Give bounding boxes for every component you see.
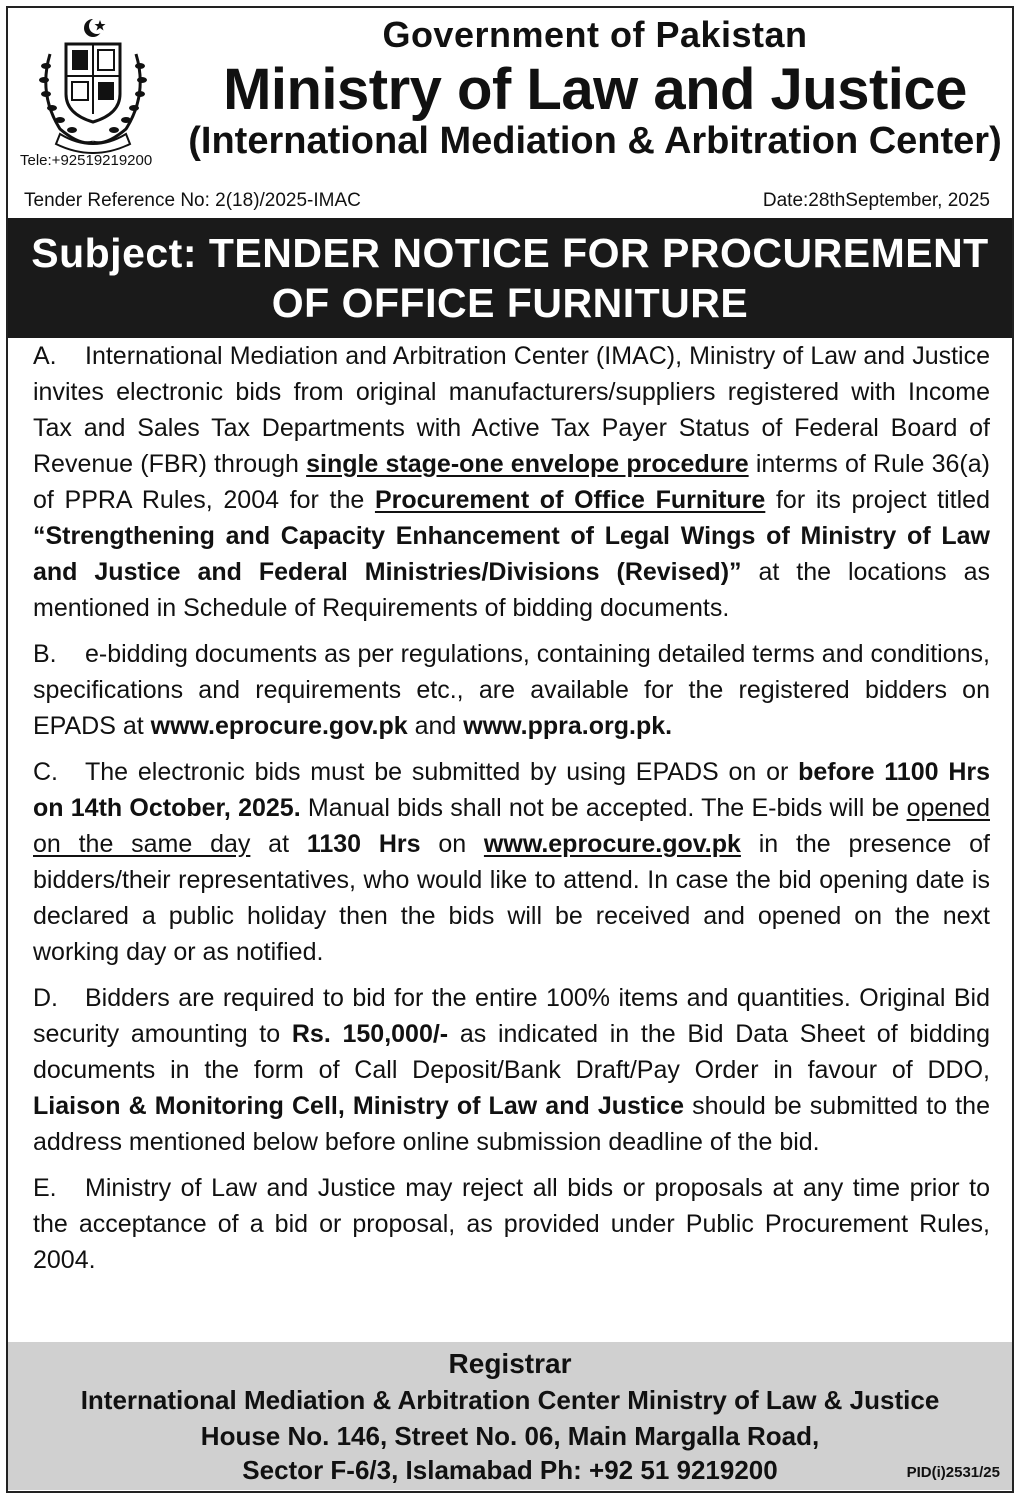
footer-line-3: Sector F-6/3, Islamabad Ph: +92 51 9219200 — [242, 1455, 778, 1485]
tender-reference: Tender Reference No: 2(18)/2025-IMAC — [24, 190, 361, 211]
paragraph-c — [33, 754, 990, 970]
government-title: Government of Pakistan — [382, 14, 808, 55]
notice-date: Date:28thSeptember, 2025 — [762, 190, 990, 211]
state-emblem-icon — [30, 14, 156, 154]
notice-body — [33, 338, 990, 1288]
paragraph-text: interms of Rule 36(a) of PPRA Rules, 2004 for the — [33, 450, 990, 514]
paragraph-label: D. — [33, 984, 58, 1012]
paragraph-text: Ministry of Law and Justice may reject all bids or proposals at any time prior to the acceptance of a bid or proposal, as provided under Public Procurement Rules, 2004. — [33, 1174, 990, 1274]
paragraph-label: E. — [33, 1174, 57, 1202]
ministry-title: Ministry of Law and Justice — [223, 57, 967, 122]
opening-emphasis: opened on the same day — [33, 794, 990, 858]
paragraph-text: as indicated in the Bid Data Sheet of bidding documents in the form of Call Deposit/Bank Draft/Pay Order in favour of DDO, — [33, 1020, 990, 1084]
paragraph-b — [33, 636, 990, 744]
center-title: (International Mediation & Arbitration Center) — [188, 120, 1002, 162]
paragraph-text: in the presence of bidders/their representatives, who would like to attend. In case the bid opening date is declared a public holiday then the bids will be received and opened on the next working day or as notified. — [33, 830, 990, 966]
paragraph-text: and — [407, 712, 464, 740]
paragraph-d — [33, 980, 990, 1160]
paragraph-text: at — [250, 830, 307, 858]
footer-line-1: International Mediation & Arbitration Center Ministry of Law & Justice — [80, 1385, 940, 1415]
subject-line-1: Subject: TENDER NOTICE FOR PROCUREMENT — [31, 230, 989, 276]
pid-number: PID(i)2531/25 — [906, 1464, 1000, 1481]
eprocure-link[interactable]: www.eprocure.gov.pk — [150, 712, 408, 740]
paragraph-text: Bidders are required to bid for the entire 100% items and quantities. Original Bid security amounting to — [33, 984, 990, 1048]
footer-line-2: House No. 146, Street No. 06, Main Margalla Road, — [200, 1421, 820, 1451]
paragraph-label: B. — [33, 640, 57, 668]
paragraph-label: A. — [33, 342, 57, 370]
footer-address-block — [8, 1342, 1012, 1490]
cell-name: Liaison & Monitoring Cell, Ministry of Law and Justice — [33, 1092, 684, 1120]
paragraph-text: at the locations as mentioned in Schedule of Requirements of bidding documents. — [33, 558, 990, 622]
paragraph-a — [33, 338, 990, 626]
registrar-title: Registrar — [448, 1348, 572, 1379]
eprocure-link[interactable]: www.eprocure.gov.pk — [483, 830, 741, 858]
subject-line-2: OF OFFICE FURNITURE — [271, 280, 749, 326]
paragraph-e — [33, 1170, 990, 1278]
paragraph-label: C. — [33, 758, 58, 786]
paragraph-text: for its project titled — [765, 486, 990, 514]
paragraph-text: Manual bids shall not be accepted. The E-bids will be — [300, 794, 907, 822]
paragraph-text: on — [420, 830, 484, 858]
deadline-emphasis: before 1100 Hrs on 14th October, 2025. — [33, 758, 990, 822]
opening-time: 1130 Hrs — [306, 830, 421, 858]
ppra-link[interactable]: www.ppra.org.pk. — [463, 712, 673, 740]
procurement-emphasis: Procurement of Office Furniture — [374, 486, 766, 514]
paragraph-text: should be submitted to the address mentioned below before online submission deadline of the bid. — [33, 1092, 990, 1156]
paragraph-text: e-bidding documents as per regulations, containing detailed terms and conditions, specifications and requirements etc., are available for the registered bidders on EPADS at — [33, 640, 990, 740]
telephone-number: Tele:+92519219200 — [20, 152, 153, 169]
procedure-emphasis: single stage-one envelope procedure — [306, 450, 749, 478]
bid-security-amount: Rs. 150,000/- — [291, 1020, 449, 1048]
subject-banner — [8, 218, 1012, 338]
project-title: “Strengthening and Capacity Enhancement of Legal Wings of Ministry of Law and Justice and Federal Ministries/Divisions (Revised)” — [33, 522, 990, 586]
paragraph-text: International Mediation and Arbitration Center (IMAC), Ministry of Law and Justice invites electronic bids from original manufacturers/suppliers registered with Income Tax and Sales Tax Departments with Active Tax Payer Status of Federal Board of Revenue (FBR) through — [33, 342, 990, 478]
paragraph-text: The electronic bids must be submitted by using EPADS on or — [85, 758, 799, 786]
